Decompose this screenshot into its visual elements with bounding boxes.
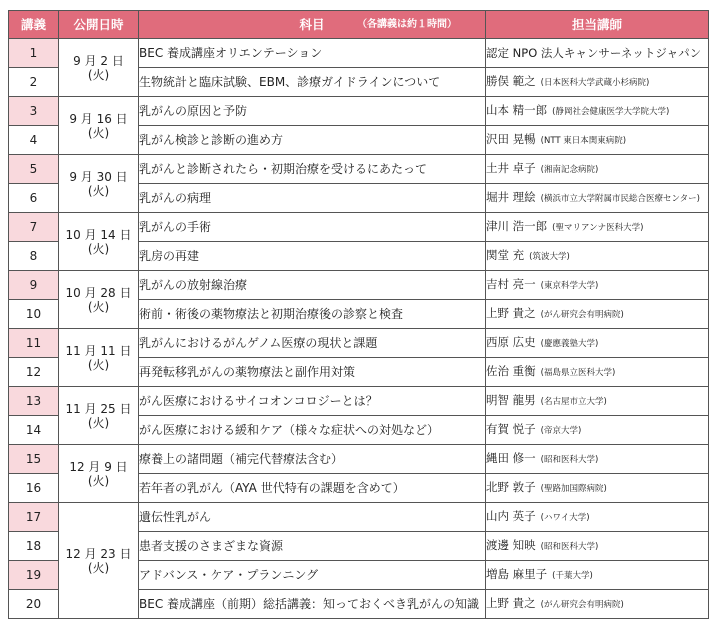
teacher-name: 上野 貴之 <box>486 596 536 610</box>
teacher-name: 佐治 重衡 <box>486 364 536 378</box>
date-weekday: (火) <box>87 183 110 198</box>
date-cell <box>59 387 139 445</box>
lecture-subject: 術前・術後の薬物療法と初期治療後の診察と検査 <box>139 300 486 329</box>
lecture-schedule-table <box>8 10 709 619</box>
table-row <box>9 155 709 184</box>
date-weekday: (火) <box>87 67 110 82</box>
header-subject <box>139 11 486 39</box>
lecture-number: 3 <box>9 97 59 126</box>
table-row <box>9 329 709 358</box>
lecture-subject: 乳房の再建 <box>139 242 486 271</box>
teacher-cell <box>486 387 709 416</box>
teacher-cell <box>486 242 709 271</box>
teacher-name: 津川 浩一郎 <box>486 219 548 233</box>
teacher-affiliation: (ハワイ大学) <box>540 513 590 523</box>
lecture-number: 16 <box>9 474 59 503</box>
lecture-number: 11 <box>9 329 59 358</box>
date-day: 9 月 2 日 <box>73 53 124 68</box>
lecture-subject: 乳がん検診と診断の進め方 <box>139 126 486 155</box>
date-weekday: (火) <box>87 415 110 430</box>
teacher-cell <box>486 503 709 532</box>
teacher-name: 有賀 悦子 <box>486 422 536 436</box>
lecture-subject: 生物統計と臨床試験、EBM、診療ガイドラインについて <box>139 68 486 97</box>
teacher-cell <box>486 590 709 619</box>
table-row <box>9 503 709 532</box>
teacher-affiliation: (慶應義塾大学) <box>540 339 599 349</box>
teacher-affiliation: (昭和医科大学) <box>540 542 599 552</box>
teacher-cell <box>486 358 709 387</box>
teacher-name: 関堂 充 <box>486 248 525 262</box>
lecture-number: 13 <box>9 387 59 416</box>
table-row <box>9 97 709 126</box>
table-row <box>9 387 709 416</box>
teacher-cell <box>486 561 709 590</box>
date-day: 11 月 11 日 <box>65 343 132 358</box>
date-cell <box>59 271 139 329</box>
teacher-name: 渡邊 知映 <box>486 538 536 552</box>
date-weekday: (火) <box>87 473 110 488</box>
teacher-name: 認定 NPO 法人キャンサーネットジャパン <box>486 46 702 60</box>
lecture-subject: 若年者の乳がん（AYA 世代特有の課題を含めて） <box>139 474 486 503</box>
lecture-number: 6 <box>9 184 59 213</box>
teacher-cell <box>486 532 709 561</box>
lecture-subject: 患者支援のさまざまな資源 <box>139 532 486 561</box>
lecture-subject: がん医療におけるサイコオンコロジーとは？ <box>139 387 486 416</box>
teacher-name: 山内 英子 <box>486 509 536 523</box>
lecture-number: 1 <box>9 39 59 68</box>
lecture-subject: 乳がんの手術 <box>139 213 486 242</box>
teacher-name: 上野 貴之 <box>486 306 536 320</box>
teacher-affiliation: (筑波大学) <box>529 252 570 262</box>
teacher-affiliation: (東京科学大学) <box>540 281 599 291</box>
teacher-affiliation: (NTT 東日本関東病院) <box>540 136 627 146</box>
date-cell <box>59 213 139 271</box>
lecture-number: 10 <box>9 300 59 329</box>
lecture-number: 4 <box>9 126 59 155</box>
lecture-number: 18 <box>9 532 59 561</box>
lecture-number: 9 <box>9 271 59 300</box>
header-teacher: 担当講師 <box>486 11 709 39</box>
teacher-name: 山本 精一郎 <box>486 103 548 117</box>
teacher-cell <box>486 97 709 126</box>
lecture-subject: がん医療における緩和ケア（様々な症状への対処など） <box>139 416 486 445</box>
teacher-affiliation: (福島県立医科大学) <box>540 368 616 378</box>
lecture-subject: 再発転移乳がんの薬物療法と副作用対策 <box>139 358 486 387</box>
teacher-name: 北野 敦子 <box>486 480 536 494</box>
date-day: 9 月 16 日 <box>69 111 128 126</box>
lecture-subject: BEC 養成講座（前期）総括講義：知っておくべき乳がんの知識 <box>139 590 486 619</box>
date-cell <box>59 39 139 97</box>
teacher-cell <box>486 329 709 358</box>
lecture-subject: 乳がんと診断されたら・初期治療を受けるにあたって <box>139 155 486 184</box>
lecture-number: 7 <box>9 213 59 242</box>
teacher-cell <box>486 445 709 474</box>
teacher-cell <box>486 213 709 242</box>
teacher-affiliation: (湘南記念病院) <box>540 165 599 175</box>
lecture-number: 2 <box>9 68 59 97</box>
lecture-subject: 遺伝性乳がん <box>139 503 486 532</box>
teacher-cell <box>486 474 709 503</box>
lecture-number: 14 <box>9 416 59 445</box>
lecture-number: 5 <box>9 155 59 184</box>
date-weekday: (火) <box>87 560 110 575</box>
lecture-number: 8 <box>9 242 59 271</box>
teacher-affiliation: (帝京大学) <box>540 426 582 436</box>
lecture-number: 20 <box>9 590 59 619</box>
lecture-subject: 乳がんの放射線治療 <box>139 271 486 300</box>
teacher-affiliation: (横浜市立大学附属市民総合医療センター) <box>540 194 700 204</box>
date-cell <box>59 155 139 213</box>
teacher-cell <box>486 155 709 184</box>
table-row <box>9 39 709 68</box>
teacher-name: 増島 麻里子 <box>486 567 548 581</box>
lecture-number: 12 <box>9 358 59 387</box>
lecture-subject: 乳がんの病理 <box>139 184 486 213</box>
lecture-subject: 療養上の諸問題（補完代替療法含む） <box>139 445 486 474</box>
header-subject-label: 科目 <box>299 16 325 32</box>
header-date: 公開日時 <box>59 11 139 39</box>
lecture-rows <box>9 39 709 619</box>
date-day: 9 月 30 日 <box>69 169 128 184</box>
date-day: 12 月 9 日 <box>69 459 128 474</box>
teacher-affiliation: (静岡社会健康医学大学院大学) <box>552 107 670 117</box>
header-lecture-number: 講義 <box>9 11 59 39</box>
date-day: 10 月 14 日 <box>65 227 132 242</box>
teacher-cell <box>486 68 709 97</box>
teacher-name: 沢田 晃暢 <box>486 132 536 146</box>
teacher-affiliation: (千葉大学) <box>552 571 593 581</box>
teacher-cell <box>486 126 709 155</box>
teacher-name: 西原 広史 <box>486 335 536 349</box>
lecture-number: 17 <box>9 503 59 532</box>
date-weekday: (火) <box>87 357 110 372</box>
lecture-number: 19 <box>9 561 59 590</box>
table-row <box>9 445 709 474</box>
teacher-name: 堀井 理絵 <box>486 190 536 204</box>
lecture-subject: 乳がんの原因と予防 <box>139 97 486 126</box>
teacher-cell <box>486 39 709 68</box>
teacher-name: 勝俣 範之 <box>486 74 536 88</box>
table-row <box>9 213 709 242</box>
lecture-subject: 乳がんにおけるがんゲノム医療の現状と課題 <box>139 329 486 358</box>
teacher-affiliation: (がん研究会有明病院) <box>540 600 624 610</box>
date-weekday: (火) <box>87 241 110 256</box>
date-cell <box>59 445 139 503</box>
teacher-affiliation: (昭和医科大学) <box>540 455 599 465</box>
teacher-affiliation: (日本医科大学武蔵小杉病院) <box>540 78 650 88</box>
teacher-affiliation: (名古屋市立大学) <box>540 397 607 407</box>
date-cell <box>59 329 139 387</box>
date-cell <box>59 503 139 619</box>
date-day: 12 月 23 日 <box>65 546 132 561</box>
header-row <box>9 11 709 39</box>
teacher-cell <box>486 184 709 213</box>
date-day: 10 月 28 日 <box>65 285 132 300</box>
lecture-number: 15 <box>9 445 59 474</box>
teacher-name: 明智 龍男 <box>486 393 536 407</box>
teacher-affiliation: (がん研究会有明病院) <box>540 310 624 320</box>
teacher-name: 縄田 修一 <box>486 451 536 465</box>
teacher-cell <box>486 416 709 445</box>
teacher-name: 吉村 亮一 <box>486 277 536 291</box>
header-subject-note: （各講義は約１時間） <box>357 19 457 30</box>
date-weekday: (火) <box>87 299 110 314</box>
date-weekday: (火) <box>87 125 110 140</box>
teacher-affiliation: (聖路加国際病院) <box>540 484 607 494</box>
teacher-name: 土井 卓子 <box>486 161 536 175</box>
date-cell <box>59 97 139 155</box>
lecture-subject: BEC 養成講座オリエンテーション <box>139 39 486 68</box>
teacher-affiliation: (聖マリアンナ医科大学) <box>552 223 644 233</box>
teacher-cell <box>486 271 709 300</box>
table-row <box>9 271 709 300</box>
date-day: 11 月 25 日 <box>65 401 132 416</box>
lecture-subject: アドバンス・ケア・プランニング <box>139 561 486 590</box>
teacher-cell <box>486 300 709 329</box>
